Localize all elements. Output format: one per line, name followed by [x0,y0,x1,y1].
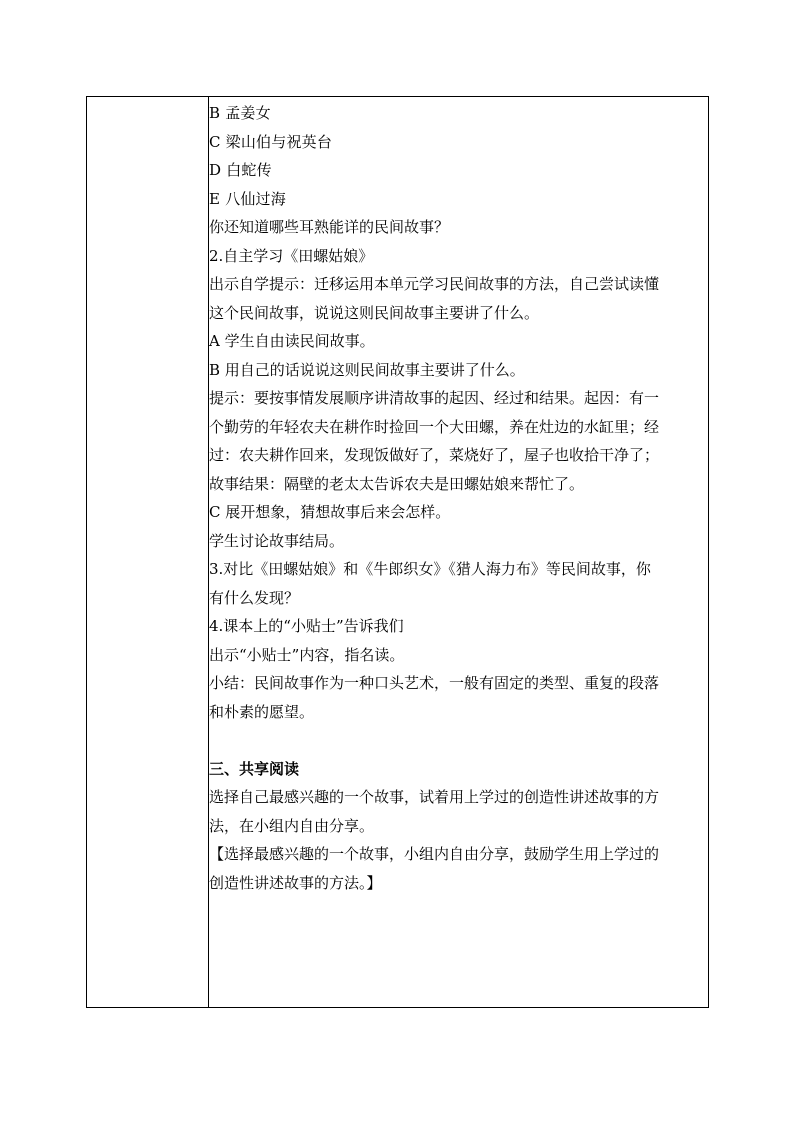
step-4-heading: 4.课本上的“小贴士”告诉我们 [209,617,404,635]
text-line: 出示“小贴士”内容，指名读。 [209,645,405,664]
text-line: 提示：要按事情发展顺序讲清故事的起因、经过和结果。起因：有一 [209,389,660,407]
option-b: B 孟姜女 [209,104,271,122]
text-line: B 用自己的话说说这则民间故事主要讲了什么。 [209,360,525,379]
left-column-cell [87,97,209,1008]
text-line: 过：农夫耕作回来，发现饭做好了，菜烧好了，屋子也收拾干净了； [209,446,660,464]
text-line: 选择自己最感兴趣的一个故事，试着用上学过的创造性讲述故事的方 [209,788,660,806]
step-2-heading: 2.自主学习《田螺姑娘》 [209,246,374,265]
question-line: 你还知道哪些耳熟能详的民间故事？ [209,218,450,236]
text-line: 出示自学提示：迁移运用本单元学习民间故事的方法，自己尝试读懂 [209,275,660,293]
text-line: 故事结果：隔壁的老太太告诉农夫是田螺姑娘来帮忙了。 [209,474,585,493]
text-line: A 学生自由读民间故事。 [209,332,375,350]
option-e: E 八仙过海 [209,189,286,208]
text-line: C 展开想象，猜想故事后来会怎样。 [209,503,451,521]
section-heading: 三、共享阅读 [209,759,300,778]
option-c: C 梁山伯与祝英台 [209,132,333,151]
text-line: 和朴素的愿望。 [209,702,315,721]
table-row [87,97,709,1008]
step-3-line: 3.对比《田螺姑娘》和《牛郎织女》《猎人海力布》等民间故事，你 [209,560,651,578]
text-line: 法，在小组内自由分享。 [209,816,375,835]
text-line: 这个民间故事，说说这则民间故事主要讲了什么。 [209,303,540,322]
text-line: 有什么发现？ [209,588,300,607]
note-line: 【选择最感兴趣的一个故事，小组内自由分享，鼓励学生用上学过的 [209,845,660,863]
spacer [209,726,708,755]
option-d: D 白蛇传 [209,161,272,179]
lesson-table [86,96,709,1008]
text-line: 学生讨论故事结局。 [209,531,345,550]
text-line: 个勤劳的年轻农夫在耕作时捡回一个大田螺，养在灶边的水缸里；经 [209,417,660,436]
note-line: 创造性讲述故事的方法。】 [209,873,382,892]
summary-line: 小结：民间故事作为一种口头艺术，一般有固定的类型、重复的段落 [209,674,660,692]
content-cell [209,97,709,1008]
